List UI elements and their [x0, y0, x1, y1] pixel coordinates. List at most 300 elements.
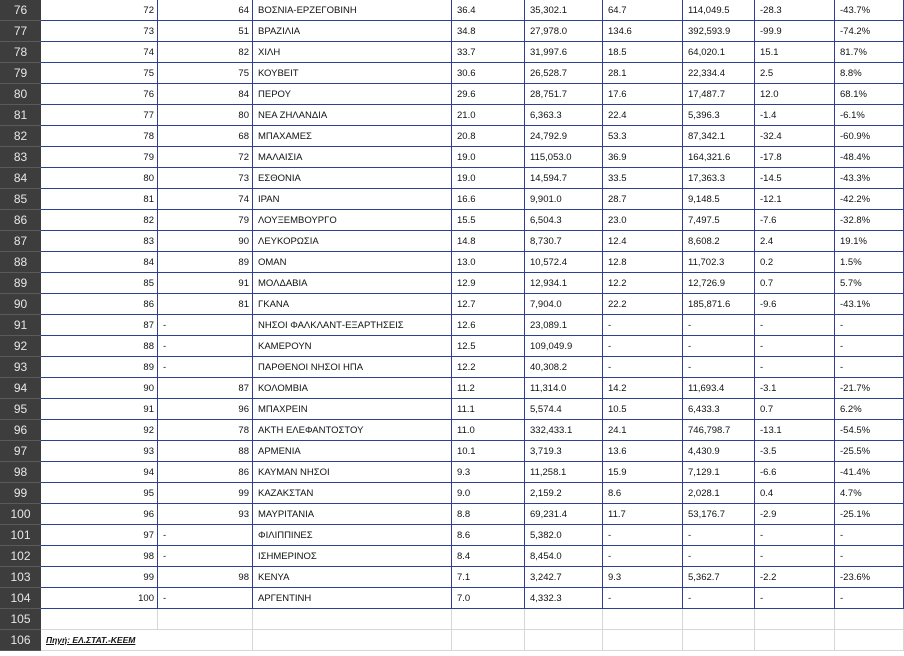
value-cell[interactable]: 6,363.3: [525, 105, 603, 126]
prev-rank-cell[interactable]: 79: [158, 210, 253, 231]
change-pct-cell[interactable]: -: [835, 315, 904, 336]
change-cell[interactable]: -99.9: [755, 21, 835, 42]
prev-rank-cell[interactable]: 78: [158, 420, 253, 441]
change-pct-cell[interactable]: -43.3%: [835, 168, 904, 189]
prev-rank-cell[interactable]: 99: [158, 483, 253, 504]
value-cell[interactable]: 7,497.5: [683, 210, 755, 231]
prev-rank-cell[interactable]: 73: [158, 168, 253, 189]
value-cell[interactable]: 29.6: [452, 84, 525, 105]
value-cell[interactable]: 17,487.7: [683, 84, 755, 105]
rank-cell[interactable]: 90: [41, 378, 158, 399]
row-header[interactable]: 95: [0, 399, 41, 420]
value-cell[interactable]: 11,258.1: [525, 462, 603, 483]
rank-cell[interactable]: 78: [41, 126, 158, 147]
country-cell[interactable]: ΦΙΛΙΠΠΙΝΕΣ: [253, 525, 452, 546]
prev-rank-cell[interactable]: -: [158, 315, 253, 336]
value-cell[interactable]: 8.6: [603, 483, 683, 504]
value-cell[interactable]: 12.9: [452, 273, 525, 294]
country-cell[interactable]: ΜΠΑΧΑΜΕΣ: [253, 126, 452, 147]
value-cell[interactable]: -: [683, 336, 755, 357]
change-cell[interactable]: -14.5: [755, 168, 835, 189]
value-cell[interactable]: -: [603, 588, 683, 609]
value-cell[interactable]: -: [603, 336, 683, 357]
empty-cell[interactable]: [835, 630, 904, 651]
value-cell[interactable]: 3,719.3: [525, 441, 603, 462]
value-cell[interactable]: 22.4: [603, 105, 683, 126]
row-header[interactable]: 83: [0, 147, 41, 168]
empty-cell[interactable]: [525, 609, 603, 630]
row-header[interactable]: 76: [0, 0, 41, 21]
change-pct-cell[interactable]: 5.7%: [835, 273, 904, 294]
value-cell[interactable]: 9.3: [452, 462, 525, 483]
value-cell[interactable]: 13.0: [452, 252, 525, 273]
value-cell[interactable]: 11,702.3: [683, 252, 755, 273]
change-cell[interactable]: -2.9: [755, 504, 835, 525]
value-cell[interactable]: 14,594.7: [525, 168, 603, 189]
value-cell[interactable]: 40,308.2: [525, 357, 603, 378]
prev-rank-cell[interactable]: 84: [158, 84, 253, 105]
rank-cell[interactable]: 86: [41, 294, 158, 315]
row-header[interactable]: 99: [0, 483, 41, 504]
change-pct-cell[interactable]: -: [835, 588, 904, 609]
value-cell[interactable]: 134.6: [603, 21, 683, 42]
value-cell[interactable]: 5,382.0: [525, 525, 603, 546]
value-cell[interactable]: 35,302.1: [525, 0, 603, 21]
country-cell[interactable]: ΑΡΜΕΝΙΑ: [253, 441, 452, 462]
change-cell[interactable]: -: [755, 525, 835, 546]
rank-cell[interactable]: 77: [41, 105, 158, 126]
value-cell[interactable]: -: [603, 357, 683, 378]
prev-rank-cell[interactable]: 91: [158, 273, 253, 294]
country-cell[interactable]: ΜΟΛΔΑΒΙΑ: [253, 273, 452, 294]
country-cell[interactable]: ΟΜΑΝ: [253, 252, 452, 273]
value-cell[interactable]: 9.0: [452, 483, 525, 504]
change-pct-cell[interactable]: 8.8%: [835, 63, 904, 84]
value-cell[interactable]: 18.5: [603, 42, 683, 63]
change-pct-cell[interactable]: -43.7%: [835, 0, 904, 21]
value-cell[interactable]: 27,978.0: [525, 21, 603, 42]
value-cell[interactable]: 14.2: [603, 378, 683, 399]
country-cell[interactable]: ΚΟΛΟΜΒΙΑ: [253, 378, 452, 399]
country-cell[interactable]: ΛΕΥΚΟΡΩΣΙΑ: [253, 231, 452, 252]
country-cell[interactable]: ΑΡΓΕΝΤΙΝΗ: [253, 588, 452, 609]
empty-cell[interactable]: [41, 609, 158, 630]
value-cell[interactable]: 53.3: [603, 126, 683, 147]
value-cell[interactable]: 8,730.7: [525, 231, 603, 252]
country-cell[interactable]: ΚΑΜΕΡΟΥΝ: [253, 336, 452, 357]
change-cell[interactable]: -3.1: [755, 378, 835, 399]
value-cell[interactable]: 10.1: [452, 441, 525, 462]
value-cell[interactable]: -: [683, 357, 755, 378]
change-pct-cell[interactable]: 6.2%: [835, 399, 904, 420]
prev-rank-cell[interactable]: 51: [158, 21, 253, 42]
value-cell[interactable]: 7.1: [452, 567, 525, 588]
value-cell[interactable]: 8,454.0: [525, 546, 603, 567]
country-cell[interactable]: ΙΣΗΜΕΡΙΝΟΣ: [253, 546, 452, 567]
value-cell[interactable]: 28,751.7: [525, 84, 603, 105]
value-cell[interactable]: 33.5: [603, 168, 683, 189]
change-pct-cell[interactable]: -25.1%: [835, 504, 904, 525]
value-cell[interactable]: 114,049.5: [683, 0, 755, 21]
row-header[interactable]: 85: [0, 189, 41, 210]
change-pct-cell[interactable]: 81.7%: [835, 42, 904, 63]
prev-rank-cell[interactable]: 93: [158, 504, 253, 525]
country-cell[interactable]: ΝΗΣΟΙ ΦΑΛΚΛΑΝΤ-ΕΞΑΡΤΗΣΕΙΣ: [253, 315, 452, 336]
change-cell[interactable]: -3.5: [755, 441, 835, 462]
country-cell[interactable]: ΓΚΑΝΑ: [253, 294, 452, 315]
change-pct-cell[interactable]: 4.7%: [835, 483, 904, 504]
value-cell[interactable]: 11.2: [452, 378, 525, 399]
row-header[interactable]: 90: [0, 294, 41, 315]
row-header[interactable]: 97: [0, 441, 41, 462]
prev-rank-cell[interactable]: -: [158, 357, 253, 378]
change-cell[interactable]: -: [755, 357, 835, 378]
change-cell[interactable]: -13.1: [755, 420, 835, 441]
value-cell[interactable]: 185,871.6: [683, 294, 755, 315]
value-cell[interactable]: 7.0: [452, 588, 525, 609]
rank-cell[interactable]: 98: [41, 546, 158, 567]
prev-rank-cell[interactable]: 82: [158, 42, 253, 63]
value-cell[interactable]: 8.4: [452, 546, 525, 567]
value-cell[interactable]: 26,528.7: [525, 63, 603, 84]
country-cell[interactable]: ΕΣΘΟΝΙΑ: [253, 168, 452, 189]
value-cell[interactable]: 19.0: [452, 168, 525, 189]
rank-cell[interactable]: 82: [41, 210, 158, 231]
country-cell[interactable]: ΚΑΖΑΚΣΤΑΝ: [253, 483, 452, 504]
value-cell[interactable]: 8.8: [452, 504, 525, 525]
value-cell[interactable]: 11,314.0: [525, 378, 603, 399]
value-cell[interactable]: 12.4: [603, 231, 683, 252]
value-cell[interactable]: 16.6: [452, 189, 525, 210]
change-cell[interactable]: -17.8: [755, 147, 835, 168]
empty-cell[interactable]: [158, 609, 253, 630]
value-cell[interactable]: 4,430.9: [683, 441, 755, 462]
row-header[interactable]: 86: [0, 210, 41, 231]
change-cell[interactable]: -32.4: [755, 126, 835, 147]
change-pct-cell[interactable]: -21.7%: [835, 378, 904, 399]
value-cell[interactable]: 332,433.1: [525, 420, 603, 441]
value-cell[interactable]: 64.7: [603, 0, 683, 21]
value-cell[interactable]: 15.9: [603, 462, 683, 483]
rank-cell[interactable]: 75: [41, 63, 158, 84]
value-cell[interactable]: 9.3: [603, 567, 683, 588]
empty-cell[interactable]: [683, 609, 755, 630]
value-cell[interactable]: 15.5: [452, 210, 525, 231]
value-cell[interactable]: -: [683, 546, 755, 567]
row-header[interactable]: 79: [0, 63, 41, 84]
rank-cell[interactable]: 95: [41, 483, 158, 504]
value-cell[interactable]: -: [603, 525, 683, 546]
value-cell[interactable]: 5,362.7: [683, 567, 755, 588]
country-cell[interactable]: ΚΑΥΜΑΝ ΝΗΣΟΙ: [253, 462, 452, 483]
empty-cell[interactable]: [755, 609, 835, 630]
rank-cell[interactable]: 85: [41, 273, 158, 294]
rank-cell[interactable]: 96: [41, 504, 158, 525]
value-cell[interactable]: 19.0: [452, 147, 525, 168]
change-cell[interactable]: -7.6: [755, 210, 835, 231]
rank-cell[interactable]: 99: [41, 567, 158, 588]
change-cell[interactable]: 12.0: [755, 84, 835, 105]
row-header[interactable]: 88: [0, 252, 41, 273]
change-pct-cell[interactable]: -25.5%: [835, 441, 904, 462]
value-cell[interactable]: -: [683, 588, 755, 609]
rank-cell[interactable]: 97: [41, 525, 158, 546]
row-header[interactable]: 101: [0, 525, 41, 546]
empty-cell[interactable]: [253, 609, 452, 630]
value-cell[interactable]: 30.6: [452, 63, 525, 84]
rank-cell[interactable]: 88: [41, 336, 158, 357]
country-cell[interactable]: ΚΕΝΥΑ: [253, 567, 452, 588]
prev-rank-cell[interactable]: 64: [158, 0, 253, 21]
country-cell[interactable]: ΝΕΑ ΖΗΛΑΝΔΙΑ: [253, 105, 452, 126]
change-cell[interactable]: -12.1: [755, 189, 835, 210]
country-cell[interactable]: ΠΑΡΘΕΝΟΙ ΝΗΣΟΙ ΗΠΑ: [253, 357, 452, 378]
row-header[interactable]: 94: [0, 378, 41, 399]
change-cell[interactable]: 2.5: [755, 63, 835, 84]
row-header[interactable]: 81: [0, 105, 41, 126]
change-pct-cell[interactable]: -6.1%: [835, 105, 904, 126]
rank-cell[interactable]: 91: [41, 399, 158, 420]
row-header[interactable]: 78: [0, 42, 41, 63]
value-cell[interactable]: 12.5: [452, 336, 525, 357]
value-cell[interactable]: 36.4: [452, 0, 525, 21]
rank-cell[interactable]: 74: [41, 42, 158, 63]
empty-cell[interactable]: [683, 630, 755, 651]
row-header[interactable]: 100: [0, 504, 41, 525]
rank-cell[interactable]: 84: [41, 252, 158, 273]
change-pct-cell[interactable]: -: [835, 525, 904, 546]
row-header[interactable]: 96: [0, 420, 41, 441]
source-cell[interactable]: [41, 630, 158, 651]
value-cell[interactable]: 164,321.6: [683, 147, 755, 168]
value-cell[interactable]: 23.0: [603, 210, 683, 231]
value-cell[interactable]: 36.9: [603, 147, 683, 168]
value-cell[interactable]: 12.2: [603, 273, 683, 294]
value-cell[interactable]: -: [603, 315, 683, 336]
value-cell[interactable]: 10.5: [603, 399, 683, 420]
prev-rank-cell[interactable]: 72: [158, 147, 253, 168]
country-cell[interactable]: ΜΑΥΡΙΤΑΝΙΑ: [253, 504, 452, 525]
value-cell[interactable]: 12.7: [452, 294, 525, 315]
value-cell[interactable]: 34.8: [452, 21, 525, 42]
change-cell[interactable]: 2.4: [755, 231, 835, 252]
change-cell[interactable]: 0.7: [755, 399, 835, 420]
change-pct-cell[interactable]: -: [835, 546, 904, 567]
value-cell[interactable]: 23,089.1: [525, 315, 603, 336]
country-cell[interactable]: ΛΟΥΞΕΜΒΟΥΡΓΟ: [253, 210, 452, 231]
row-header[interactable]: 77: [0, 21, 41, 42]
country-cell[interactable]: ΒΡΑΖΙΛΙΑ: [253, 21, 452, 42]
prev-rank-cell[interactable]: 80: [158, 105, 253, 126]
row-header[interactable]: 80: [0, 84, 41, 105]
value-cell[interactable]: 28.7: [603, 189, 683, 210]
value-cell[interactable]: 20.8: [452, 126, 525, 147]
change-cell[interactable]: -: [755, 588, 835, 609]
value-cell[interactable]: -: [603, 546, 683, 567]
value-cell[interactable]: 12.2: [452, 357, 525, 378]
row-header[interactable]: 93: [0, 357, 41, 378]
empty-cell[interactable]: [603, 630, 683, 651]
value-cell[interactable]: 17,363.3: [683, 168, 755, 189]
value-cell[interactable]: 21.0: [452, 105, 525, 126]
change-pct-cell[interactable]: -41.4%: [835, 462, 904, 483]
value-cell[interactable]: 11.7: [603, 504, 683, 525]
value-cell[interactable]: 53,176.7: [683, 504, 755, 525]
value-cell[interactable]: 11,693.4: [683, 378, 755, 399]
value-cell[interactable]: 22,334.4: [683, 63, 755, 84]
value-cell[interactable]: 109,049.9: [525, 336, 603, 357]
country-cell[interactable]: ΧΙΛΗ: [253, 42, 452, 63]
empty-cell[interactable]: [452, 609, 525, 630]
value-cell[interactable]: 8.6: [452, 525, 525, 546]
row-header[interactable]: 98: [0, 462, 41, 483]
rank-cell[interactable]: 72: [41, 0, 158, 21]
row-header[interactable]: 91: [0, 315, 41, 336]
rank-cell[interactable]: 87: [41, 315, 158, 336]
change-cell[interactable]: 15.1: [755, 42, 835, 63]
country-cell[interactable]: ΒΟΣΝΙΑ-ΕΡΖΕΓΟΒΙΝΗ: [253, 0, 452, 21]
change-cell[interactable]: -2.2: [755, 567, 835, 588]
country-cell[interactable]: ΜΠΑΧΡΕΙΝ: [253, 399, 452, 420]
value-cell[interactable]: 10,572.4: [525, 252, 603, 273]
row-header[interactable]: 103: [0, 567, 41, 588]
prev-rank-cell[interactable]: 81: [158, 294, 253, 315]
prev-rank-cell[interactable]: 74: [158, 189, 253, 210]
rank-cell[interactable]: 76: [41, 84, 158, 105]
rank-cell[interactable]: 79: [41, 147, 158, 168]
rank-cell[interactable]: 73: [41, 21, 158, 42]
value-cell[interactable]: 33.7: [452, 42, 525, 63]
change-pct-cell[interactable]: -42.2%: [835, 189, 904, 210]
change-pct-cell[interactable]: -23.6%: [835, 567, 904, 588]
row-header[interactable]: 84: [0, 168, 41, 189]
rank-cell[interactable]: 83: [41, 231, 158, 252]
value-cell[interactable]: 5,396.3: [683, 105, 755, 126]
value-cell[interactable]: 8,608.2: [683, 231, 755, 252]
row-header[interactable]: 104: [0, 588, 41, 609]
empty-cell[interactable]: [525, 630, 603, 651]
change-cell[interactable]: 0.7: [755, 273, 835, 294]
rank-cell[interactable]: 80: [41, 168, 158, 189]
prev-rank-cell[interactable]: 89: [158, 252, 253, 273]
value-cell[interactable]: 2,159.2: [525, 483, 603, 504]
change-pct-cell[interactable]: -74.2%: [835, 21, 904, 42]
value-cell[interactable]: 5,574.4: [525, 399, 603, 420]
row-header[interactable]: 89: [0, 273, 41, 294]
country-cell[interactable]: ΠΕΡΟΥ: [253, 84, 452, 105]
value-cell[interactable]: 6,504.3: [525, 210, 603, 231]
value-cell[interactable]: -: [683, 315, 755, 336]
change-cell[interactable]: -: [755, 315, 835, 336]
change-pct-cell[interactable]: -54.5%: [835, 420, 904, 441]
change-pct-cell[interactable]: -: [835, 336, 904, 357]
change-cell[interactable]: -1.4: [755, 105, 835, 126]
value-cell[interactable]: 24,792.9: [525, 126, 603, 147]
value-cell[interactable]: 28.1: [603, 63, 683, 84]
change-pct-cell[interactable]: 1.5%: [835, 252, 904, 273]
change-pct-cell[interactable]: -43.1%: [835, 294, 904, 315]
value-cell[interactable]: 115,053.0: [525, 147, 603, 168]
value-cell[interactable]: 31,997.6: [525, 42, 603, 63]
row-header[interactable]: 87: [0, 231, 41, 252]
value-cell[interactable]: 6,433.3: [683, 399, 755, 420]
change-cell[interactable]: -9.6: [755, 294, 835, 315]
empty-cell[interactable]: [253, 630, 452, 651]
value-cell[interactable]: 11.1: [452, 399, 525, 420]
empty-cell[interactable]: [452, 630, 525, 651]
value-cell[interactable]: 87,342.1: [683, 126, 755, 147]
prev-rank-cell[interactable]: 98: [158, 567, 253, 588]
rank-cell[interactable]: 94: [41, 462, 158, 483]
rank-cell[interactable]: 92: [41, 420, 158, 441]
change-cell[interactable]: 0.4: [755, 483, 835, 504]
change-cell[interactable]: -28.3: [755, 0, 835, 21]
rank-cell[interactable]: 100: [41, 588, 158, 609]
value-cell[interactable]: 24.1: [603, 420, 683, 441]
value-cell[interactable]: 14.8: [452, 231, 525, 252]
row-header[interactable]: 106: [0, 630, 41, 651]
value-cell[interactable]: 7,129.1: [683, 462, 755, 483]
country-cell[interactable]: ΙΡΑΝ: [253, 189, 452, 210]
prev-rank-cell[interactable]: 75: [158, 63, 253, 84]
value-cell[interactable]: 12,726.9: [683, 273, 755, 294]
value-cell[interactable]: 3,242.7: [525, 567, 603, 588]
rank-cell[interactable]: 89: [41, 357, 158, 378]
change-pct-cell[interactable]: -: [835, 357, 904, 378]
value-cell[interactable]: 9,901.0: [525, 189, 603, 210]
value-cell[interactable]: 4,332.3: [525, 588, 603, 609]
change-cell[interactable]: 0.2: [755, 252, 835, 273]
rank-cell[interactable]: 93: [41, 441, 158, 462]
prev-rank-cell[interactable]: -: [158, 336, 253, 357]
prev-rank-cell[interactable]: 90: [158, 231, 253, 252]
value-cell[interactable]: 11.0: [452, 420, 525, 441]
change-pct-cell[interactable]: 19.1%: [835, 231, 904, 252]
empty-cell[interactable]: [603, 609, 683, 630]
value-cell[interactable]: 12,934.1: [525, 273, 603, 294]
prev-rank-cell[interactable]: -: [158, 588, 253, 609]
row-header[interactable]: 105: [0, 609, 41, 630]
value-cell[interactable]: 746,798.7: [683, 420, 755, 441]
value-cell[interactable]: 13.6: [603, 441, 683, 462]
row-header[interactable]: 92: [0, 336, 41, 357]
prev-rank-cell[interactable]: 86: [158, 462, 253, 483]
value-cell[interactable]: 12.6: [452, 315, 525, 336]
rank-cell[interactable]: 81: [41, 189, 158, 210]
prev-rank-cell[interactable]: 87: [158, 378, 253, 399]
value-cell[interactable]: 64,020.1: [683, 42, 755, 63]
value-cell[interactable]: 392,593.9: [683, 21, 755, 42]
value-cell[interactable]: 12.8: [603, 252, 683, 273]
prev-rank-cell[interactable]: -: [158, 546, 253, 567]
value-cell[interactable]: 22.2: [603, 294, 683, 315]
country-cell[interactable]: ΜΑΛΑΙΣΙΑ: [253, 147, 452, 168]
prev-rank-cell[interactable]: 88: [158, 441, 253, 462]
value-cell[interactable]: 2,028.1: [683, 483, 755, 504]
row-header[interactable]: 82: [0, 126, 41, 147]
change-cell[interactable]: -: [755, 336, 835, 357]
change-cell[interactable]: -6.6: [755, 462, 835, 483]
value-cell[interactable]: 9,148.5: [683, 189, 755, 210]
change-pct-cell[interactable]: -32.8%: [835, 210, 904, 231]
row-header[interactable]: 102: [0, 546, 41, 567]
prev-rank-cell[interactable]: 96: [158, 399, 253, 420]
change-pct-cell[interactable]: -60.9%: [835, 126, 904, 147]
value-cell[interactable]: 17.6: [603, 84, 683, 105]
value-cell[interactable]: -: [683, 525, 755, 546]
value-cell[interactable]: 7,904.0: [525, 294, 603, 315]
empty-cell[interactable]: [755, 630, 835, 651]
